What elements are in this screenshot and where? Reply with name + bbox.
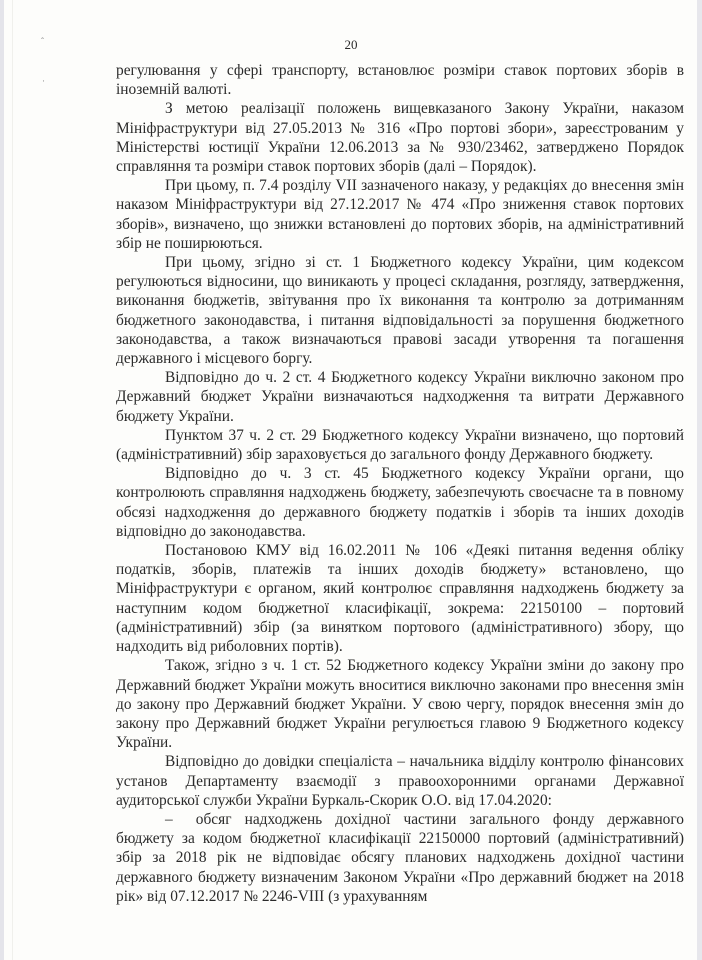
paragraph: Відповідно до довідки спеціаліста – начальника відділу контролю фінансових установ Департаменту взаємодії з правоохоронними органами Державної аудиторської служби України Буркаль-Скорик О.О. від 17.04.2020: [116,753,684,809]
scan-edge-right [697,0,702,960]
document-body [116,61,684,906]
paragraph: Пунктом 37 ч. 2 ст. 29 Бюджетного кодексу України визначено, що портовий (адміністративний) збір зараховується до загального фонду Державного бюджету. [116,426,684,464]
margin-mark: ˆ [41,36,44,46]
paragraph: Також, згідно з ч. 1 ст. 52 Бюджетного кодексу України зміни до закону про Державний бюджет України можуть вноситися виключно законами про внесення змін до закону про Державний бюджет України. У свою чергу, порядок внесення змін до закону про Державний бюджет України регулюється главою 9 Бюджетного кодексу України. [116,657,684,752]
paragraph: При цьому, п. 7.4 розділу VII зазначеного наказу, у редакціях до внесення змін наказом Мініфраструктури від 27.12.2017 № 474 «Про зниження ставок портових зборів», визначено, що знижки встановлені до портових зборів, на адміністративний збір не поширюються. [116,177,684,252]
scan-edge-left [0,0,4,960]
paragraph: Відповідно до ч. 3 ст. 45 Бюджетного кодексу України органи, що контролюють справляння надходжень бюджету, забезпечують своєчасне та в повному обсязі надходження до державного бюджету податків і зборів та інших доходів відповідно до законодавства. [116,465,684,540]
list-item: – обсяг надходжень дохідної частини загального фонду державного бюджету за кодом бюджетної класифікації 22150000 портовий (адміністративний) збір за 2018 рік не відповідає обсягу планових надходжень дохідної частини державного бюджету визначеним Законом України «Про державний бюджет на 2018 рік» від 07.12.2017 № 2246-VIII (з урахуванням [116,810,684,905]
scan-edge-line [12,0,13,960]
paragraph: Відповідно до ч. 2 ст. 4 Бюджетного кодексу України виключно законом про Державний бюджет України визначаються надходження та витрати Державного бюджету України. [116,369,684,425]
paragraph: З метою реалізації положень вищевказаного Закону України, наказом Мініфраструктури від 27.05.2013 № 316 «Про портові збори», зареєстрованим у Міністерстві юстиції України 12.06.2013 за № 930/23462, затверджено Порядок справляння та розміри ставок портових зборів (далі – Порядок). [116,100,684,176]
paragraph: Постановою КМУ від 16.02.2011 № 106 «Деякі питання ведення обліку податків, зборів, платежів та інших доходів бюджету» встановлено, що Мініфраструктури є органом, який контролює справляння надходжень бюджету за наступним кодом бюджетної класифікації, зокрема: 22150100 – портовий (адміністративний) збір (за винятком портового (адміністративного) збору, що надходить від риболовних портів). [116,542,684,656]
paragraph: регулювання у сфері транспорту, встановлює розміри ставок портових зборів в іноземній валюті. [116,62,684,99]
margin-dot: · [42,76,45,86]
page-number: 20 [344,37,358,52]
paragraph: При цьому, згідно зі ст. 1 Бюджетного кодексу України, цим кодексом регулюються відносини, що виникають у процесі складання, розгляду, затвердження, виконання бюджетів, звітування про їх виконання та контролю за дотриманням бюджетного законодавства, і питання відповідальності за порушення бюджетного законодавства, а також визначаються правові засади утворення та погашення державного і місцевого боргу. [116,254,684,368]
